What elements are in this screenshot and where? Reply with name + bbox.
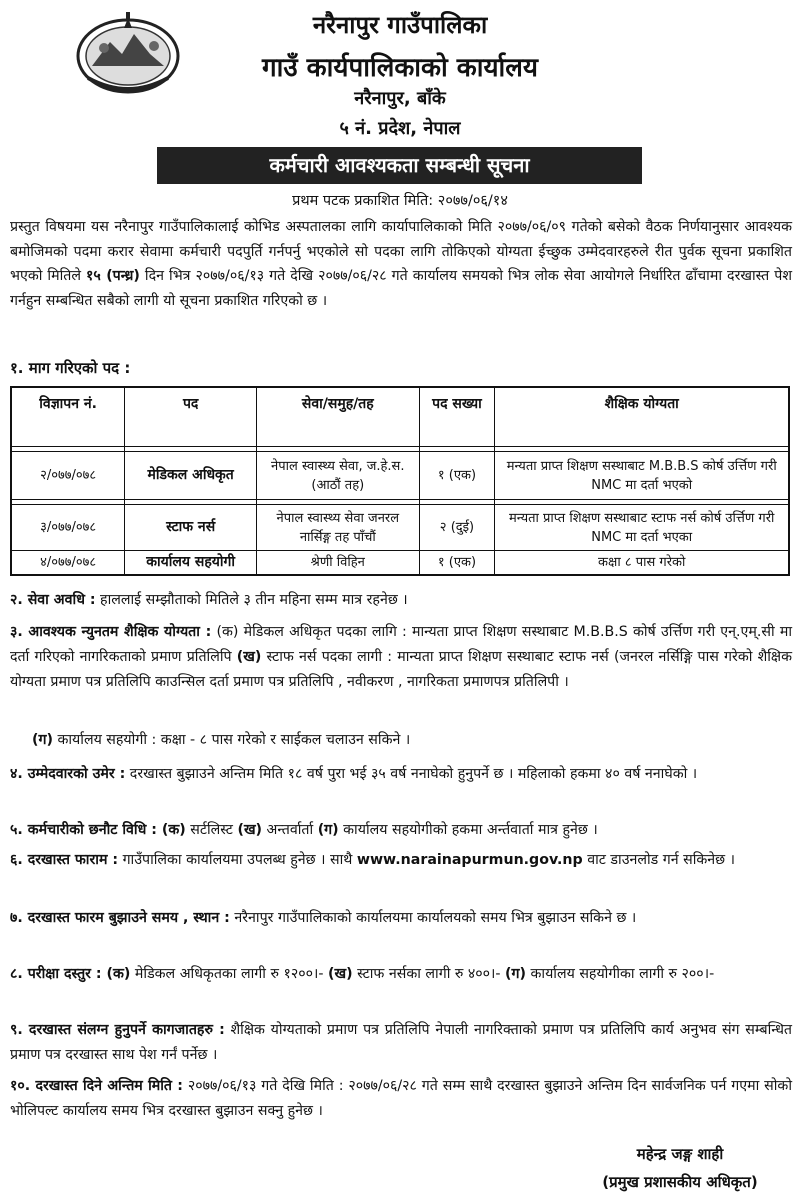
posts-table: [10, 386, 790, 576]
municipality-name: नरैनापुर गाउँपालिका: [312, 11, 488, 39]
table-row: [11, 505, 789, 551]
published-date: प्रथम पटक प्रकाशित मिति: २०७७/०६/१४: [292, 193, 508, 209]
province: ५ नं. प्रदेश, नेपाल: [339, 118, 461, 139]
table-row: [11, 551, 789, 575]
ad-no: ३/०७७/०७८: [11, 505, 125, 551]
office-address: नरैनापुर, बाँके: [354, 88, 446, 109]
post-name: मेडिकल अधिकृत: [125, 452, 257, 500]
intro-paragraph: प्रस्तुत विषयमा यस नरैनापुर गाउँपालिकालाई कोभिड अस्पतालका लागि कार्यापालिकाको मिति २०७७/०६/०९ गतेको बसेको वैठक निर्णयानुसार आवश्यक बमोजिमको पदमा करार सेवामा कर्मचारी पदपुर्ति गर्नपर्नु भएकोले सो पदका लागि तोकिएको योग्यता ईच्छुक उम्मेदवारहरुले रीत पुर्वक सूचना प्रकाशित भएको मितिले १५ (पन्ध्र) दिन भित्र २०७७/०६/१३ गते देखि २०७७/०६/२८ गते कार्यालय समयको भित्र लोक सेवा आयोगले निर्धारित ढाँचामा दरखास्त पेश गर्नहुन सम्बन्धित सबैको लागी यो सूचना प्रकाशित गरिएको छ ।: [10, 219, 792, 309]
header-qualification: शैक्षिक योग्यता: [495, 387, 789, 447]
table-header-row: [11, 387, 789, 447]
notice-title: कर्मचारी आवश्यकता सम्बन्धी सूचना: [157, 147, 642, 184]
header-service: सेवा/समुह/तह: [257, 387, 420, 447]
header-ad-no: विज्ञापन नं.: [11, 387, 125, 447]
ad-no: २/०७७/०७८: [11, 452, 125, 500]
item-deadline: १०. दरखास्त दिने अन्तिम मिति : २०७७/०६/१३ गते देखि मिति : २०७७/०६/२८ गते सम्म साथै दरखास्त बुझाउने अन्तिम दिन सार्वजनिक पर्न गएमा सोको भोलिपल्ट कार्यालय समय भित्र दरखास्त बुझाउन सक्नु हुनेछ ।: [10, 1078, 792, 1119]
qualification: कक्षा ८ पास गरेको: [495, 551, 789, 575]
table-row: [11, 452, 789, 500]
post-count: २ (दुई): [419, 505, 495, 551]
post-name: स्टाफ नर्स: [125, 505, 257, 551]
header-post: पद: [125, 387, 257, 447]
qualification: मन्यता प्राप्त शिक्षण सस्थाबाट स्टाफ नर्स कोर्ष उर्त्तिण गरी NMC मा दर्ता भएका: [495, 505, 789, 551]
ad-no: ४/०७७/०७८: [11, 551, 125, 575]
service-group: श्रेणी विहिन: [257, 551, 420, 575]
service-group: नेपाल स्वास्थ्य सेवा जनरल नार्सिङ्ग तह पाँचौं: [257, 505, 420, 551]
item-exam-fee: ८. परीक्षा दस्तुर : (क) मेडिकल अधिकृतका लागी रु १२००।- (ख) स्टाफ नर्सका लागी रु ४००।- (ग) कार्यालय सहयोगीका लागी रु २००।-: [10, 966, 715, 982]
office-name: गाउँ कार्यपालिकाको कार्यालय: [262, 53, 538, 83]
item-required-documents: ९. दरखास्त संलग्न हुनुपर्ने कागजातहरु : शैक्षिक योग्यताको प्रमाण पत्र प्रतिलिपि नेपाली नागरिक्ताको प्रमाण पत्र प्रतिलिपि कार्य अनुभव संग सम्बन्धित प्रमाण पत्र दरखास्त साथ पेश गर्नं पर्नेछ ।: [10, 1022, 793, 1063]
service-group: नेपाल स्वास्थ्य सेवा, ज.हे.स.(आठौं तह): [257, 452, 420, 500]
post-count: १ (एक): [419, 452, 495, 500]
section-1-title: १. माग गरिएको पद :: [10, 359, 131, 377]
signatory-designation: (प्रमुख प्रशासकीय अधिकृत): [602, 1173, 758, 1191]
item-min-qualification: ३. आवश्यक न्युनतम शैक्षिक योग्यता : (क) मेडिकल अधिकृत पदका लागि : मान्यता प्राप्त शिक्षण सस्थाबाट M.B.B.S कोर्ष उर्त्तिण गरी एन्.एम्.सी मा दर्ता गरिएको नागरिकताको प्रमाण प्रतिलिपि (ख) स्टाफ नर्स पदका लागी : मान्यता प्राप्त शिक्षण सस्थाबाट स्टाफ नर्स (जनरल नर्सिङ्गि पास गरेको शैक्षिक योग्यता प्रमाण पत्र प्रतिलिपि काउन्सिल दर्ता प्रमाण पत्र प्रतिलिपि , नवीकरण , नागरिकता प्रमाणपत्र प्रतिलिपी ।: [10, 624, 792, 690]
item-application-form: ६. दरखास्त फाराम : गाउँपालिका कार्यालयमा उपलब्ध हुनेछ । साथै www.narainapurmun.gov.np वाट डाउनलोड गर्न सकिनेछ ।: [10, 852, 735, 868]
item-submission-time-place: ७. दरखास्त फारम बुझाउने समय , स्थान : नरैनापुर गाउँपालिकाको कार्यालयमा कार्यालयको समय भित्र बुझाउन सकिने छ ।: [10, 910, 637, 926]
item-selection-method: ५. कर्मचारीको छनौट विधि : (क) सर्टलिस्ट (ख) अन्तर्वार्ता (ग) कार्यालय सहयोगीको हकमा अर्न्तवार्ता मात्र हुनेछ ।: [10, 822, 598, 838]
post-count: १ (एक): [419, 551, 495, 575]
post-name: कार्यालय सहयोगी: [125, 551, 257, 575]
item-qualification-ga: (ग) कार्यालय सहयोगी : कक्षा - ८ पास गरेको र साईकल चलाउन सकिने ।: [32, 732, 411, 748]
website-link[interactable]: www.narainapurmun.gov.np: [356, 852, 583, 868]
signatory-name: महेन्द्र जङ्ग शाही: [636, 1145, 724, 1163]
header-count: पद सख्या: [419, 387, 495, 447]
item-candidate-age: ४. उम्मेदवारको उमेर : दरखास्त बुझाउने अन्तिम मिति १८ वर्ष पुरा भई ३५ वर्ष ननाघेको हुनुपर्ने छ । महिलाको हकमा ४० वर्ष ननाघेको ।: [10, 766, 698, 782]
item-service-duration: २. सेवा अवधि : हाललाई सम्झौताको मितिले ३ तीन महिना सम्म मात्र रहनेछ ।: [10, 592, 408, 608]
qualification: मन्यता प्राप्त शिक्षण सस्थाबाट M.B.B.S कोर्ष उर्त्तिण गरी NMC मा दर्ता भएको: [495, 452, 789, 500]
